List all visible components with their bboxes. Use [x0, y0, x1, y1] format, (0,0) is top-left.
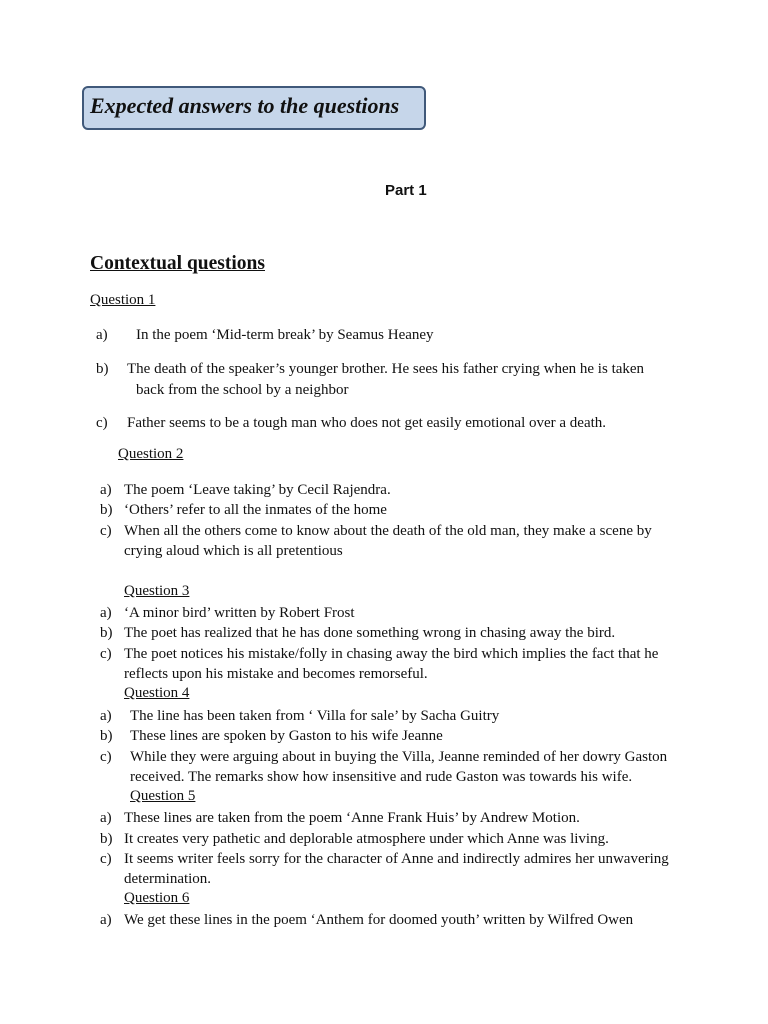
answer-marker: c)	[100, 851, 112, 867]
question-5-heading: Question 5	[130, 788, 196, 804]
answer-marker: a)	[100, 810, 112, 826]
answer-line: The poet has realized that he has done something wrong in chasing away the bird.	[124, 625, 616, 641]
answer-marker: a)	[100, 605, 112, 621]
question-6-heading: Question 6	[124, 890, 190, 906]
answer-line: Father seems to be a tough man who does not get easily emotional over a death.	[127, 415, 607, 431]
answer-line: It creates very pathetic and deplorable atmosphere under which Anne was living.	[124, 831, 609, 847]
answer-marker: b)	[100, 831, 113, 847]
answer-line: We get these lines in the poem ‘Anthem for doomed youth’ written by Wilfred Owen	[124, 912, 634, 928]
question-1-heading: Question 1	[90, 292, 156, 308]
question-4-heading: Question 4	[124, 685, 190, 701]
answer-line: ‘A minor bird’ written by Robert Frost	[124, 605, 355, 621]
answer-marker: a)	[100, 482, 112, 498]
page-title: Expected answers to the questions	[90, 93, 400, 118]
answer-line: crying aloud which is all pretentious	[124, 543, 343, 559]
answer-line: The death of the speaker’s younger brother. He sees his father crying when he is taken	[127, 361, 645, 377]
answer-line: While they were arguing about in buying the Villa, Jeanne reminded of her dowry Gaston	[130, 749, 668, 765]
answer-line: The poem ‘Leave taking’ by Cecil Rajendra.	[124, 482, 391, 498]
answer-marker: b)	[100, 625, 113, 641]
answer-line: The poet notices his mistake/folly in chasing away the bird which implies the fact that he	[124, 646, 659, 662]
answer-line: When all the others come to know about the death of the old man, they make a scene by	[124, 523, 652, 539]
answer-marker: a)	[100, 912, 112, 928]
answer-marker: c)	[100, 523, 112, 539]
answer-line: The line has been taken from ‘ Villa for sale’ by Sacha Guitry	[130, 708, 500, 724]
answer-line: determination.	[124, 871, 212, 887]
answer-line: These lines are taken from the poem ‘Anne Frank Huis’ by Andrew Motion.	[124, 810, 580, 826]
answer-line: These lines are spoken by Gaston to his wife Jeanne	[130, 728, 443, 744]
part-label: Part 1	[385, 182, 427, 199]
answer-marker: a)	[100, 708, 112, 724]
answer-marker: b)	[100, 728, 113, 744]
question-2-heading: Question 2	[118, 446, 184, 462]
answer-line: reflects upon his mistake and becomes remorseful.	[124, 666, 428, 682]
answer-marker: b)	[96, 361, 109, 377]
question-3-heading: Question 3	[124, 583, 190, 599]
answer-line: In the poem ‘Mid-term break’ by Seamus Heaney	[136, 327, 434, 343]
answer-marker: b)	[100, 502, 113, 518]
section-heading: Contextual questions	[90, 253, 265, 274]
answer-line: It seems writer feels sorry for the character of Anne and indirectly admires her unwavering	[124, 851, 669, 867]
answer-line: ‘Others’ refer to all the inmates of the home	[124, 502, 387, 518]
answer-line: back from the school by a neighbor	[136, 382, 349, 398]
answer-marker: c)	[100, 646, 112, 662]
answer-marker: c)	[100, 749, 112, 765]
answer-marker: a)	[96, 327, 108, 343]
answer-marker: c)	[96, 415, 108, 431]
answer-line: received. The remarks show how insensitive and rude Gaston was towards his wife.	[130, 769, 633, 785]
